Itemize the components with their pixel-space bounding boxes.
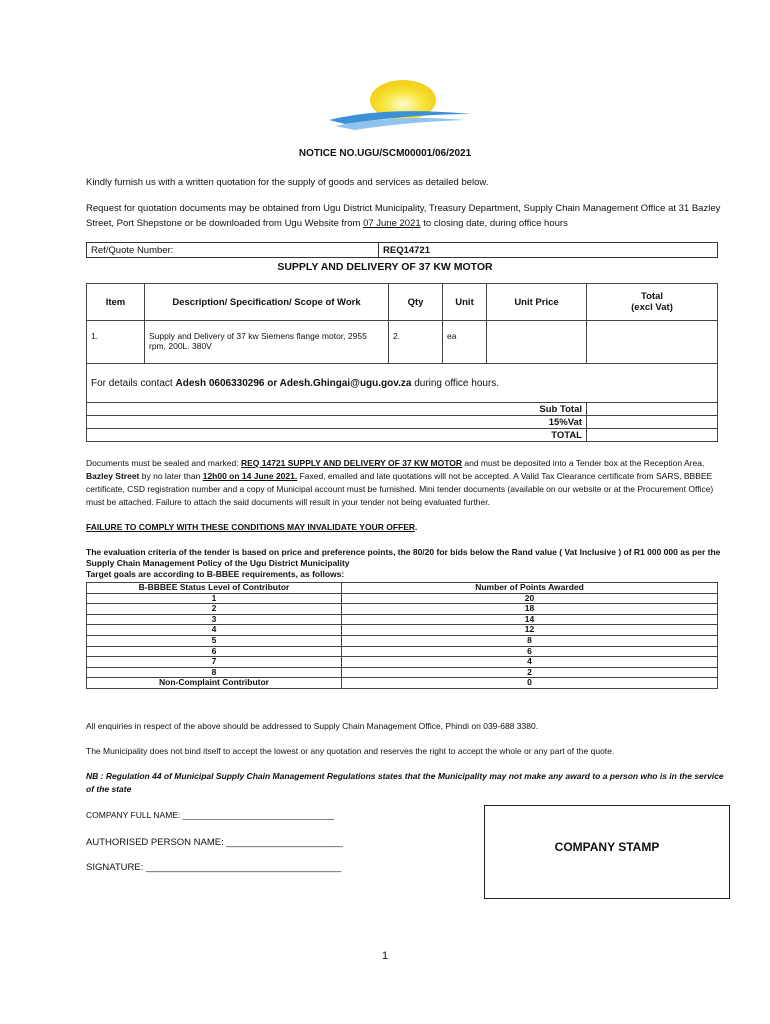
contact-details: Adesh 0606330296 or Adesh.Ghingai@ugu.gov.za xyxy=(175,377,412,389)
points-level: Non-Complaint Contributor xyxy=(87,678,342,689)
request-paragraph: Request for quotation documents may be obtained from Ugu District Municipality, Treasury Department, Supply Chain Management Office at 31 Bazley Street, Port Shepstone or be downloaded from Ugu Website from 07 June 2021 to closing date, during office hours xyxy=(86,203,721,229)
vat-value[interactable] xyxy=(587,416,718,429)
points-row xyxy=(87,604,718,615)
docs-deadline: 12h00 on 14 June 2021. xyxy=(202,471,298,481)
points-level: 5 xyxy=(87,635,342,646)
points-row xyxy=(87,646,718,657)
municipality-note: The Municipality does not bind itself to accept the lowest or any quotation and reserves the right to accept the whole or any part of the quote. xyxy=(86,746,615,756)
header-total: Total (excl Vat) xyxy=(587,284,718,321)
vat-label: 15%Vat xyxy=(87,416,587,429)
ref-value: REQ14721 xyxy=(379,243,718,258)
points-header-points: Number of Points Awarded xyxy=(342,583,718,594)
points-level: 2 xyxy=(87,604,342,615)
notice-title: NOTICE NO.UGU/SCM00001/06/2021 xyxy=(298,148,472,159)
evaluation-text: The evaluation criteria of the tender is based on price and preference points, the 80/20 for bids below the Rand value ( Vat Inclusive ) of R1 000 000 as per the Supply Chain Management Policy of the Ugu District Municipality xyxy=(86,547,721,568)
ref-quote-table xyxy=(86,242,718,258)
contact-text: For details contact Adesh 0606330296 or Adesh.Ghingai@ugu.gov.za during office hours. xyxy=(87,364,718,403)
points-level: 7 xyxy=(87,657,342,668)
line-item-description: Supply and Delivery of 37 kw Siemens flange motor, 2955 rpm, 200L. 380V xyxy=(145,321,389,364)
header-unit-price: Unit Price xyxy=(487,284,587,321)
target-goals-text: Target goals are according to B-BBEE requirements, as follows: xyxy=(86,569,345,579)
total-value[interactable] xyxy=(587,429,718,442)
points-table xyxy=(86,582,718,689)
items-header-row xyxy=(87,284,718,321)
contact-row xyxy=(87,364,718,403)
header-qty: Qty xyxy=(389,284,443,321)
points-value: 12 xyxy=(342,625,718,636)
points-header-row xyxy=(87,583,718,594)
line-item-unit-price[interactable] xyxy=(487,321,587,364)
line-item-row xyxy=(87,321,718,364)
documents-paragraph: Documents must be sealed and marked: REQ 14721 SUPPLY AND DELIVERY OF 37 KW MOTOR and must be deposited into a Tender box at the Reception Area, Bazley Street by no later than 12h00 on 14 June 2021. Faxed, emailed and late quotations will not be accepted. A Valid Tax Clearance certificate from SARS, BBBEE certificate, CSD registration number and a copy of Municipal account must be furnished. Mini tender documents (available on our website or at the Procurement Office) must be attached. Failure to attach the said documents will result in your tender not being evaluated further. xyxy=(86,458,714,507)
request-date: 07 June 2021 xyxy=(363,218,421,229)
points-row xyxy=(87,625,718,636)
signature-field[interactable]: SIGNATURE: _____________________________________ xyxy=(86,862,342,873)
points-value: 20 xyxy=(342,593,718,604)
points-value: 6 xyxy=(342,646,718,657)
line-item-total[interactable] xyxy=(587,321,718,364)
subject-heading: SUPPLY AND DELIVERY OF 37 KW MOTOR xyxy=(277,261,493,273)
points-row xyxy=(87,635,718,646)
docs-mark: REQ 14721 SUPPLY AND DELIVERY OF 37 KW MOTOR xyxy=(240,458,463,468)
points-row xyxy=(87,678,718,689)
nb-regulation: NB : Regulation 44 of Municipal Supply Chain Management Regulations states that the Municipality may not make any award to a person who is in the service of the state xyxy=(86,771,724,794)
subtotal-label: Sub Total xyxy=(87,403,587,416)
points-value: 8 xyxy=(342,635,718,646)
header-description: Description/ Specification/ Scope of Work xyxy=(145,284,389,321)
subtotal-row xyxy=(87,403,718,416)
enquiries-text: All enquiries in respect of the above should be addressed to Supply Chain Management Office, Phindi on 039-688 3380. xyxy=(86,721,539,731)
total-label: TOTAL xyxy=(87,429,587,442)
points-level: 4 xyxy=(87,625,342,636)
points-value: 4 xyxy=(342,657,718,668)
line-item-number: 1. xyxy=(87,321,145,364)
line-item-qty: 2. xyxy=(389,321,443,364)
ugu-logo xyxy=(325,78,475,134)
items-table xyxy=(86,283,718,442)
points-level: 6 xyxy=(87,646,342,657)
subtotal-value[interactable] xyxy=(587,403,718,416)
points-value: 2 xyxy=(342,667,718,678)
points-level: 1 xyxy=(87,593,342,604)
line-item-unit: ea xyxy=(443,321,487,364)
vat-row xyxy=(87,416,718,429)
company-full-name-field[interactable]: COMPANY FULL NAME: ________________________________ xyxy=(86,810,334,820)
evaluation-paragraph xyxy=(86,547,726,580)
points-level: 8 xyxy=(87,667,342,678)
company-stamp-label: COMPANY STAMP xyxy=(554,840,660,854)
points-header-level: B-BBBEE Status Level of Contributor xyxy=(87,583,342,594)
company-stamp-box xyxy=(484,805,730,899)
points-value: 18 xyxy=(342,604,718,615)
points-row xyxy=(87,657,718,668)
points-row xyxy=(87,593,718,604)
intro-text: Kindly furnish us with a written quotation for the supply of goods and services as detailed below. xyxy=(86,177,489,188)
total-row xyxy=(87,429,718,442)
header-item: Item xyxy=(87,284,145,321)
header-unit: Unit xyxy=(443,284,487,321)
points-value: 0 xyxy=(342,678,718,689)
points-value: 14 xyxy=(342,614,718,625)
ref-label: Ref/Quote Number: xyxy=(87,243,379,258)
docs-street: Bazley Street xyxy=(86,471,140,481)
points-row xyxy=(87,667,718,678)
failure-notice: FAILURE TO COMPLY WITH THESE CONDITIONS MAY INVALIDATE YOUR OFFER. xyxy=(86,522,418,532)
points-row xyxy=(87,614,718,625)
points-level: 3 xyxy=(87,614,342,625)
authorised-person-field[interactable]: AUTHORISED PERSON NAME: ______________________ xyxy=(86,837,343,848)
page-number: 1 xyxy=(381,950,389,962)
